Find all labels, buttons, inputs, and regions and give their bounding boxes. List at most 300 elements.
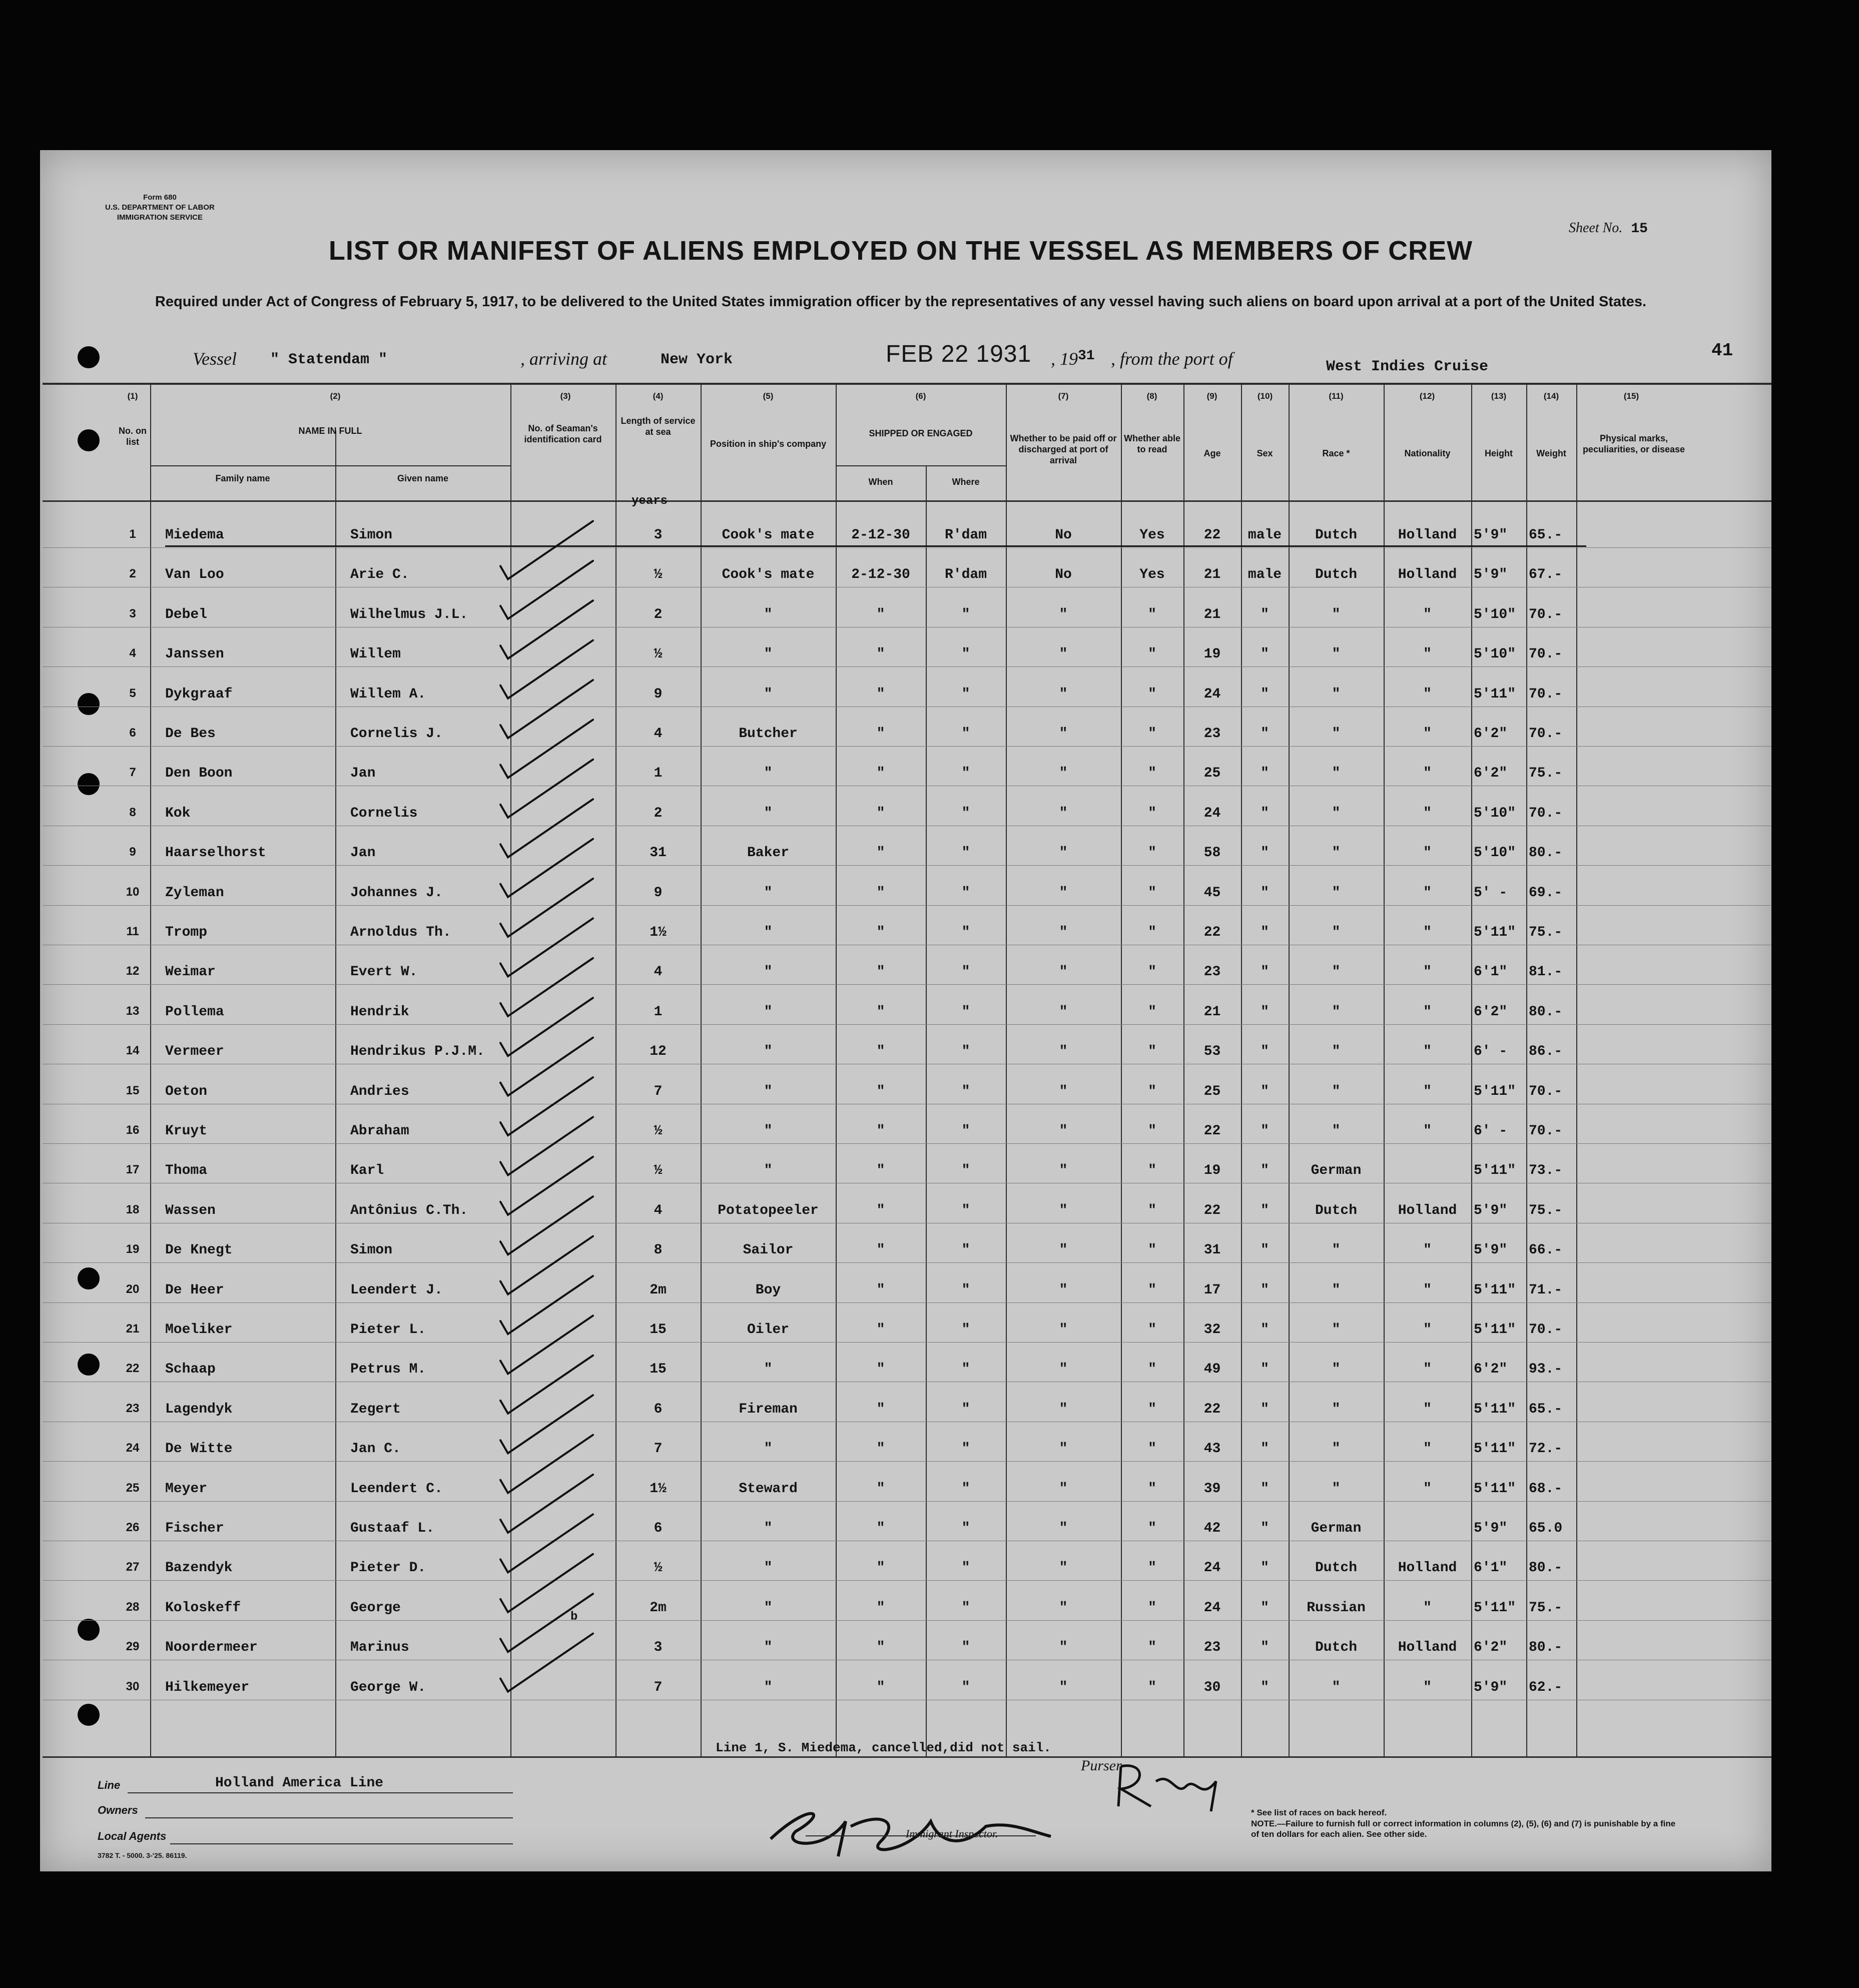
nationality: Holland (1398, 567, 1457, 583)
row-number: 21 (126, 1322, 140, 1336)
shipped-when: " (876, 1123, 885, 1139)
height: 5'11" (1474, 1163, 1516, 1179)
column-number: (15) (1623, 391, 1639, 401)
service-length: 31 (650, 845, 667, 861)
age: 23 (1203, 964, 1221, 980)
service-length: 3 (654, 527, 663, 543)
nationality: " (1423, 845, 1432, 861)
age: 49 (1203, 1362, 1221, 1378)
able-to-read: " (1148, 1481, 1156, 1497)
paid-off: " (1059, 1640, 1068, 1656)
sex: " (1261, 726, 1269, 742)
position: " (764, 925, 773, 940)
height: 5'11" (1474, 1282, 1516, 1298)
paid-off: " (1059, 1163, 1068, 1179)
row-number: 8 (129, 805, 136, 819)
weight: 65.- (1529, 527, 1563, 543)
service-length: ½ (654, 1163, 663, 1179)
able-to-read: " (1148, 1322, 1156, 1338)
shipped-when: 2-12-30 (851, 567, 910, 583)
department-name: U.S. DEPARTMENT OF LABOR (105, 203, 215, 212)
nationality: " (1423, 1282, 1432, 1298)
row-number: 19 (126, 1242, 140, 1256)
given-name: Johannes J. (350, 885, 443, 901)
given-name: Simon (350, 527, 393, 543)
age: 22 (1203, 1123, 1221, 1139)
arrival-port: New York (661, 351, 733, 368)
age: 23 (1203, 726, 1221, 742)
paid-off: " (1059, 1600, 1068, 1616)
family-name: Koloskeff (165, 1600, 241, 1616)
race: " (1332, 1362, 1341, 1378)
height: 5'10" (1474, 805, 1516, 821)
position: " (764, 646, 773, 662)
race: " (1332, 1441, 1341, 1457)
row-number: 4 (129, 646, 136, 660)
local-agents-label: Local Agents (98, 1830, 167, 1842)
race: " (1332, 845, 1341, 861)
nationality: " (1423, 964, 1432, 980)
nationality: " (1423, 1401, 1432, 1417)
age: 25 (1203, 1083, 1221, 1099)
sex: " (1261, 805, 1269, 821)
height: 5'11" (1474, 686, 1516, 702)
sex: " (1261, 1401, 1269, 1417)
paid-off: " (1059, 1322, 1068, 1338)
given-name: Zegert (350, 1401, 401, 1417)
able-to-read: " (1148, 726, 1156, 742)
position: " (764, 1521, 773, 1536)
row-number: 17 (126, 1163, 140, 1177)
arriving-label: , arriving at (520, 349, 607, 369)
family-name: Miedema (165, 527, 224, 543)
weight: 70.- (1529, 1123, 1563, 1139)
weight: 67.- (1529, 567, 1563, 583)
card-note: b (570, 1610, 578, 1624)
sex: " (1261, 1441, 1269, 1457)
service-length: 12 (650, 1044, 667, 1060)
given-name: Karl (350, 1163, 384, 1179)
shipped-where: " (961, 1242, 970, 1258)
paid-off: " (1059, 845, 1068, 861)
able-to-read: " (1148, 925, 1156, 940)
height: 5'11" (1474, 925, 1516, 940)
position: " (764, 1044, 773, 1060)
height: 5'11" (1474, 1441, 1516, 1457)
age: 58 (1203, 845, 1221, 861)
column-number: (12) (1419, 391, 1435, 401)
weight: 70.- (1529, 1083, 1563, 1099)
position: Steward (739, 1481, 798, 1497)
service-name: IMMIGRATION SERVICE (117, 213, 203, 222)
sex: " (1261, 1322, 1269, 1338)
height: 6'2" (1474, 766, 1508, 782)
position: " (764, 1362, 773, 1378)
race: Russian (1307, 1600, 1366, 1616)
shipped-when: " (876, 766, 885, 782)
row-number: 16 (126, 1123, 140, 1137)
paid-off: No (1055, 567, 1072, 583)
nationality: " (1423, 925, 1432, 940)
row-number: 22 (126, 1362, 140, 1376)
given-name: Andries (350, 1083, 409, 1099)
paid-off: " (1059, 1044, 1068, 1060)
weight: 70.- (1529, 1322, 1563, 1338)
able-to-read: " (1148, 805, 1156, 821)
shipped-when: " (876, 1242, 885, 1258)
form-number: Form 680 (143, 193, 177, 202)
race: " (1332, 766, 1341, 782)
purser-label: Purser (1081, 1757, 1122, 1774)
shipped-when: " (876, 845, 885, 861)
column-number: (3) (560, 391, 571, 401)
given-name: Gustaaf L. (350, 1521, 435, 1536)
shipped-where: " (961, 805, 970, 821)
shipped-when: " (876, 1521, 885, 1536)
header-able-read: Whether able to read (1123, 433, 1181, 454)
nationality: Holland (1398, 527, 1457, 543)
line-label: Line (98, 1779, 121, 1791)
nationality: " (1423, 1004, 1432, 1020)
row-number: 1 (129, 527, 136, 541)
service-length: ½ (654, 567, 663, 583)
weight: 81.- (1529, 964, 1563, 980)
able-to-read: Yes (1139, 527, 1165, 543)
race: " (1332, 1123, 1341, 1139)
position: " (764, 606, 773, 622)
height: 6'2" (1474, 1640, 1508, 1656)
shipping-line-name: Holland America Line (215, 1775, 384, 1791)
shipped-where: " (961, 1123, 970, 1139)
shipped-when: " (876, 885, 885, 901)
age: 23 (1203, 1640, 1221, 1656)
age: 22 (1203, 1401, 1221, 1417)
weight: 73.- (1529, 1163, 1563, 1179)
page-stamp: 41 (1711, 340, 1733, 361)
given-name: Leendert C. (350, 1481, 443, 1497)
position: Sailor (743, 1242, 794, 1258)
able-to-read: " (1148, 1441, 1156, 1457)
sex: " (1261, 1481, 1269, 1497)
age: 31 (1203, 1242, 1221, 1258)
row-number: 24 (126, 1441, 140, 1455)
able-to-read: " (1148, 1004, 1156, 1020)
weight: 70.- (1529, 805, 1563, 821)
height: 5'9" (1474, 567, 1508, 583)
service-length: 2 (654, 805, 663, 821)
paid-off: " (1059, 1282, 1068, 1298)
row-number: 2 (129, 567, 136, 581)
able-to-read: " (1148, 1242, 1156, 1258)
service-length: 3 (654, 1640, 663, 1656)
races-note: * See list of races on back hereof. (1251, 1808, 1387, 1817)
sex: " (1261, 845, 1269, 861)
age: 32 (1203, 1322, 1221, 1338)
paid-off: " (1059, 766, 1068, 782)
sex: " (1261, 1600, 1269, 1616)
shipped-where: " (961, 766, 970, 782)
race: " (1332, 1083, 1341, 1099)
given-name: Antônius C.Th. (350, 1202, 468, 1218)
sex: " (1261, 964, 1269, 980)
shipped-where: " (961, 845, 970, 861)
header-family-name: Family name (215, 473, 270, 483)
row-number: 6 (129, 726, 136, 740)
weight: 75.- (1529, 925, 1563, 940)
printer-imprint: 3782 T. - 5000. 3-'25. 86119. (98, 1851, 187, 1859)
weight: 65.- (1529, 1401, 1563, 1417)
given-name: Petrus M. (350, 1362, 426, 1378)
service-length: 4 (654, 1202, 663, 1218)
nationality: Holland (1398, 1560, 1457, 1576)
paid-off: " (1059, 1441, 1068, 1457)
race: " (1332, 1004, 1341, 1020)
nationality: " (1423, 1044, 1432, 1060)
header-age: Age (1203, 448, 1221, 458)
from-port: West Indies Cruise (1326, 358, 1489, 375)
service-length: 1½ (650, 925, 667, 940)
line-underline (128, 1792, 513, 1793)
weight: 69.- (1529, 885, 1563, 901)
shipped-when: " (876, 726, 885, 742)
age: 22 (1203, 527, 1221, 543)
years-unit: years (632, 494, 668, 508)
position: " (764, 1123, 773, 1139)
race: German (1311, 1521, 1362, 1536)
race: Dutch (1315, 567, 1357, 583)
height: 5'10" (1474, 606, 1516, 622)
sheet-label: Sheet No. (1569, 220, 1623, 236)
given-name: Marinus (350, 1640, 409, 1656)
weight: 66.- (1529, 1242, 1563, 1258)
column-number: (2) (330, 391, 341, 401)
position: Boy (755, 1282, 781, 1298)
weight: 62.- (1529, 1679, 1563, 1695)
race: " (1332, 885, 1341, 901)
nationality: Holland (1398, 1202, 1457, 1218)
sex: " (1261, 1560, 1269, 1576)
row-number: 11 (126, 925, 139, 938)
date-stamp: FEB 22 1931 (886, 341, 1032, 367)
service-length: 7 (654, 1441, 663, 1457)
shipped-where: " (961, 1083, 970, 1099)
shipped-where: " (961, 1481, 970, 1497)
family-name: Bazendyk (165, 1560, 233, 1576)
shipped-when: " (876, 1004, 885, 1020)
sex: " (1261, 1123, 1269, 1139)
row-number: 23 (126, 1401, 140, 1415)
column-number: (7) (1058, 391, 1069, 401)
sex: " (1261, 1163, 1269, 1179)
sex: " (1261, 1083, 1269, 1099)
sex: male (1248, 527, 1282, 543)
sheet-number: 15 (1631, 221, 1648, 237)
able-to-read: " (1148, 606, 1156, 622)
column-number: (10) (1257, 391, 1273, 401)
header-position: Position in ship's company (710, 439, 827, 449)
age: 25 (1203, 766, 1221, 782)
paid-off: " (1059, 1083, 1068, 1099)
sex: " (1261, 1362, 1269, 1378)
header-race: Race * (1322, 448, 1350, 458)
header-weight: Weight (1536, 448, 1566, 458)
position: Butcher (739, 726, 798, 742)
race: Dutch (1315, 1560, 1357, 1576)
given-name: Simon (350, 1242, 393, 1258)
paid-off: " (1059, 1362, 1068, 1378)
height: 6' - (1474, 1123, 1508, 1139)
position: Cook's mate (722, 527, 815, 543)
height: 5'10" (1474, 646, 1516, 662)
age: 24 (1203, 1560, 1221, 1576)
paid-off: " (1059, 1521, 1068, 1536)
position: " (764, 686, 773, 702)
shipped-where: " (961, 1679, 970, 1695)
position: " (764, 805, 773, 821)
shipped-when: " (876, 1202, 885, 1218)
age: 19 (1203, 646, 1221, 662)
shipped-where: R'dam (944, 567, 987, 583)
weight: 71.- (1529, 1282, 1563, 1298)
service-length: 2m (650, 1600, 667, 1616)
given-name: Evert W. (350, 964, 418, 980)
race: " (1332, 1322, 1341, 1338)
given-name: Willem (350, 646, 401, 662)
paid-off: " (1059, 1679, 1068, 1695)
sex: " (1261, 646, 1269, 662)
service-length: ½ (654, 1123, 663, 1139)
family-name: Kruyt (165, 1123, 208, 1139)
height: 5'11" (1474, 1322, 1516, 1338)
sex: " (1261, 1004, 1269, 1020)
inspector-label: Immigrant Inspector. (906, 1827, 998, 1840)
shipped-when: " (876, 1282, 885, 1298)
race: " (1332, 1481, 1341, 1497)
header-sex: Sex (1257, 448, 1273, 458)
able-to-read: " (1148, 1640, 1156, 1656)
family-name: Haarselhorst (165, 845, 266, 861)
weight: 70.- (1529, 686, 1563, 702)
height: 6'2" (1474, 1004, 1508, 1020)
age: 17 (1203, 1282, 1221, 1298)
service-length: 8 (654, 1242, 663, 1258)
service-length: 9 (654, 885, 663, 901)
year-prefix: , 19 (1051, 349, 1078, 369)
row-number: 7 (129, 766, 136, 780)
given-name: Jan (350, 766, 376, 782)
paid-off: " (1059, 686, 1068, 702)
height: 6' - (1474, 1044, 1508, 1060)
height: 5' - (1474, 885, 1508, 901)
page-subtitle: Required under Act of Congress of February 5, 1917, to be delivered to the United States immigration officer by the representatives of any vessel having such aliens on board upon arrival at a port of the United States. (155, 294, 1647, 310)
height: 5'9" (1474, 1242, 1508, 1258)
shipped-where: " (961, 686, 970, 702)
shipped-where: " (961, 1521, 970, 1536)
weight: 72.- (1529, 1441, 1563, 1457)
header-where: Where (952, 477, 980, 487)
service-length: 1 (654, 766, 663, 782)
paid-off: " (1059, 1401, 1068, 1417)
shipped-where: " (961, 925, 970, 940)
service-length: 15 (650, 1322, 667, 1338)
sex: male (1248, 567, 1282, 583)
given-name: Cornelis J. (350, 726, 443, 742)
shipped-when: " (876, 1679, 885, 1695)
agents-underline (170, 1843, 513, 1844)
shipped-where: " (961, 1282, 970, 1298)
row-number: 25 (126, 1481, 140, 1495)
row-number: 28 (126, 1600, 140, 1614)
able-to-read: " (1148, 1679, 1156, 1695)
row-number: 3 (129, 606, 136, 620)
shipped-when: " (876, 1322, 885, 1338)
position: Oiler (747, 1322, 789, 1338)
sex: " (1261, 1202, 1269, 1218)
family-name: Schaap (165, 1362, 216, 1378)
height: 5'11" (1474, 1481, 1516, 1497)
shipped-when: " (876, 1640, 885, 1656)
race: Dutch (1315, 1202, 1357, 1218)
vessel-name: " Statendam " (270, 351, 388, 368)
nationality: " (1423, 1242, 1432, 1258)
row-number: 5 (129, 686, 136, 700)
header-nationality: Nationality (1404, 448, 1451, 458)
header-no-on-list: No. on list (119, 426, 147, 447)
row-number: 18 (126, 1202, 140, 1216)
able-to-read: " (1148, 1044, 1156, 1060)
family-name: Van Loo (165, 567, 224, 583)
sex: " (1261, 1521, 1269, 1536)
family-name: Debel (165, 606, 208, 622)
paid-off: " (1059, 964, 1068, 980)
age: 30 (1203, 1679, 1221, 1695)
sex: " (1261, 1044, 1269, 1060)
shipped-where: R'dam (944, 527, 987, 543)
service-length: ½ (654, 646, 663, 662)
age: 24 (1203, 805, 1221, 821)
race: Dutch (1315, 1640, 1357, 1656)
weight: 75.- (1529, 1202, 1563, 1218)
shipped-where: " (961, 1163, 970, 1179)
height: 5'10" (1474, 845, 1516, 861)
family-name: De Bes (165, 726, 216, 742)
family-name: Wassen (165, 1202, 216, 1218)
weight: 80.- (1529, 1004, 1563, 1020)
shipped-where: " (961, 1560, 970, 1576)
shipped-where: " (961, 726, 970, 742)
race: " (1332, 606, 1341, 622)
able-to-read: " (1148, 845, 1156, 861)
shipped-when: " (876, 1362, 885, 1378)
age: 43 (1203, 1441, 1221, 1457)
given-name: George (350, 1600, 401, 1616)
purser-signature (1111, 1751, 1231, 1816)
able-to-read: " (1148, 1600, 1156, 1616)
column-number: (1) (127, 391, 138, 401)
column-number: (4) (653, 391, 664, 401)
row-number: 13 (126, 1004, 140, 1018)
nationality: " (1423, 885, 1432, 901)
height: 6'1" (1474, 1560, 1508, 1576)
column-number: (5) (763, 391, 774, 401)
nationality: " (1423, 766, 1432, 782)
header-physical-marks: Physical marks, peculiarities, or disease (1582, 433, 1685, 454)
nationality: " (1423, 606, 1432, 622)
given-name: Leendert J. (350, 1282, 443, 1298)
given-name: Arnoldus Th. (350, 925, 451, 940)
service-length: 1 (654, 1004, 663, 1020)
weight: 68.- (1529, 1481, 1563, 1497)
